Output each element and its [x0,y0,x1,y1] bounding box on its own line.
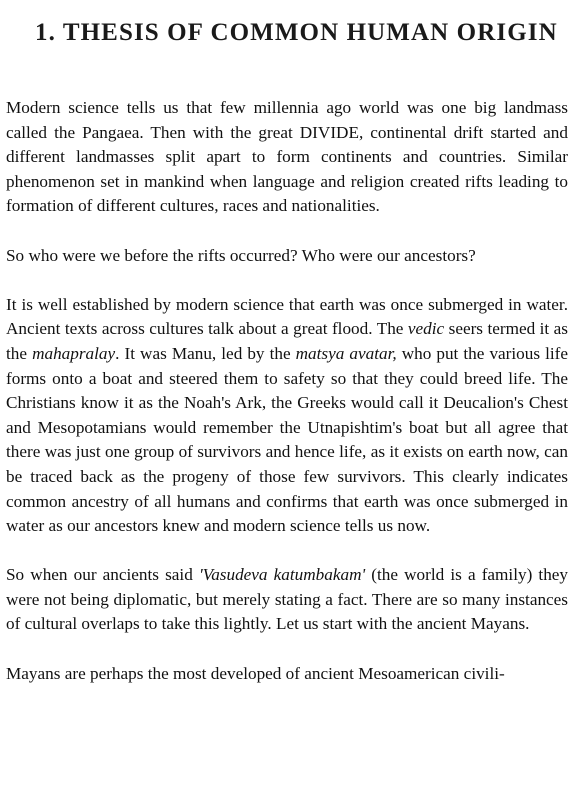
chapter-title: 1. THESIS OF COMMON HUMAN ORIGIN [35,18,558,46]
italic-term-vedic: vedic [407,319,445,339]
text-segment: (the world is a family) they were not being diplomatic, but merely stating a fact. There are so many instances of cultural overlaps to take this lightly. Let us start with the ancient Mayans. [6,565,569,634]
text-segment: . It was Manu, led by the [115,343,296,363]
paragraph-mayans: Mayans are perhaps the most developed of ancient Mesoamerican civili- [6,663,505,683]
italic-term-vasudeva-katumbakam: 'Vasudeva katumbakam' [198,565,366,585]
paragraph-ancestors-question: So who were we before the rifts occurred? Who were our ancestors? [6,245,476,265]
italic-term-mahapralay: mahapralay [32,343,116,363]
chapter-body [6,96,568,686]
text-segment: It is well established by modern science that earth was once submerged in water. Ancient texts across cultures talk about a great flood. The [6,294,568,339]
paragraph-pangaea: Modern science tells us that few millennia ago world was one big landmass called the Pangaea. Then with the great DIVIDE, continental drift started and different landmasses split apart to form continents and countries. Similar phenomenon set in mankind when language and religion created rifts leading to formation of different cultures, races and nationalities. [6,98,568,216]
text-segment: So when our ancients said [6,565,199,585]
text-segment: seers termed it as the [6,319,568,363]
text-segment: who put the various life forms onto a boat and steered them to safety so that they could breed life. The Christians know it as the Noah's Ark, the Greeks would call it Deucalion's Chest and Mesopotamians would remember the Utnapishtim's boat but all agree that there was just one group of survivors and hence life, as it exists on earth now, can be traced back as the progeny of those few survivors. This clearly indicates common ancestry of all humans and confirms that earth was once submerged in water as our ancestors knew and modern science tells us now. [6,343,568,536]
paragraph-world-family [6,563,568,637]
italic-term-matsya-avatar: matsya avatar, [295,343,397,363]
paragraph-great-flood [6,293,568,539]
